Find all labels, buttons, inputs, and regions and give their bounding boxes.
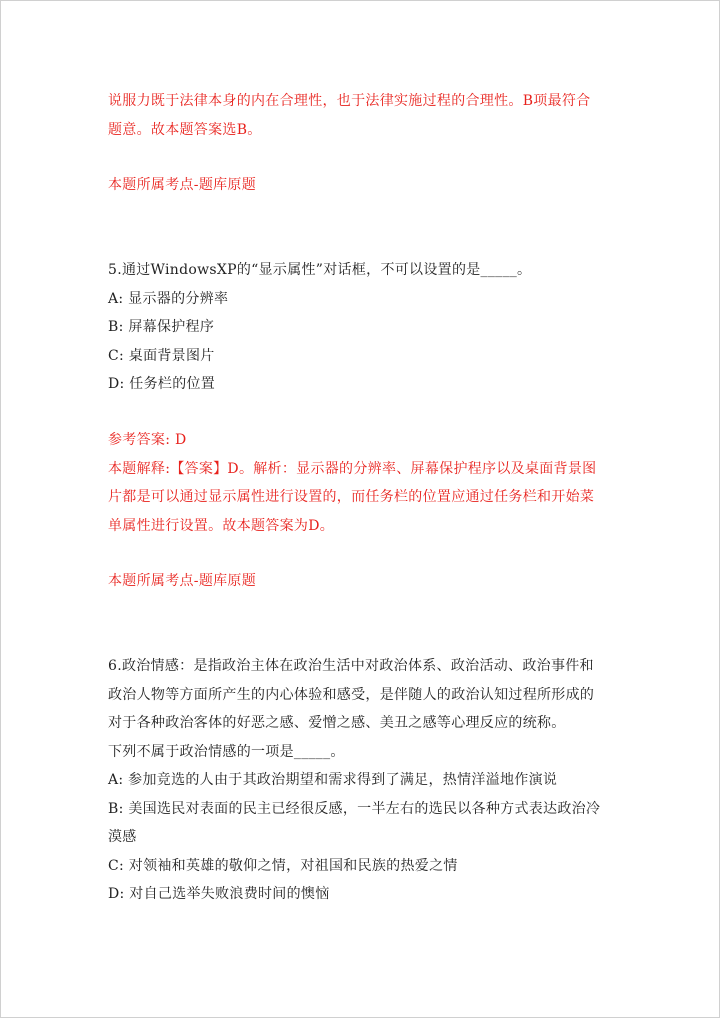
q5-explanation-line: 本题解释:【答案】D。解析：显示器的分辨率、屏幕保护程序以及桌面背景图: [108, 460, 597, 477]
q6-stem-line: 政治人物等方面所产生的内心体验和感受，是伴随人的政治认知过程所形成的: [108, 686, 595, 703]
q5-answer: 参考答案: D: [108, 432, 187, 448]
q6-stem-line: 6.政治情感：是指政治主体在政治生活中对政治体系、政治活动、政治事件和: [108, 658, 594, 674]
q6-option-b: B: 美国选民对表面的民主已经很反感，一半左右的选民以各种方式表达政治冷: [108, 800, 601, 817]
q6-option-d: D: 对自己选举失败浪费时间的懊恼: [108, 886, 330, 902]
q6-stem-line: 对于各种政治客体的好恶之感、爱憎之感、美丑之感等心理反应的统称。: [108, 715, 566, 731]
q6-prompt: 下列不属于政治情感的一项是_____。: [108, 743, 345, 760]
q5-explanation-line: 单属性进行设置。故本题答案为D。: [108, 517, 335, 534]
q5-explanation-line: 片都是可以通过显示属性进行设置的，而任务栏的位置应通过任务栏和开始菜: [108, 489, 595, 505]
q4-explanation-line: 说服力既于法律本身的内在合理性，也于法律实施过程的合理性。B项最符合: [108, 93, 591, 109]
q5-topic-text: 本题所属考点-题库原题: [108, 573, 257, 589]
q6-option-c: C: 对领袖和英雄的敬仰之情，对祖国和民族的热爱之情: [108, 857, 458, 874]
q4-topic-text: 本题所属考点-题库原题: [108, 177, 257, 193]
q5-stem: 5.通过WindowsXP的“显示属性”对话框，不可以设置的是_____。: [108, 262, 532, 278]
q4-topic: [108, 171, 608, 200]
q5-topic: [108, 567, 608, 596]
q5-option-b: B: 屏幕保护程序: [108, 319, 215, 335]
q5-option-d: D: 任务栏的位置: [108, 376, 216, 392]
q5-answer-block: [108, 426, 608, 540]
q5-option-a: A: 显示器的分辨率: [108, 290, 229, 307]
q6-option-a: A: 参加竞选的人由于其政治期望和需求得到了满足，热情洋溢地作演说: [108, 772, 558, 788]
q6-option-b-continued: 漠感: [108, 829, 137, 845]
q6-question: [108, 652, 608, 909]
q5-question: [108, 256, 608, 399]
q4-explanation-line: 题意。故本题答案选B。: [108, 121, 262, 138]
q5-option-c: C: 桌面背景图片: [108, 347, 215, 364]
q4-explanation: [108, 87, 608, 144]
